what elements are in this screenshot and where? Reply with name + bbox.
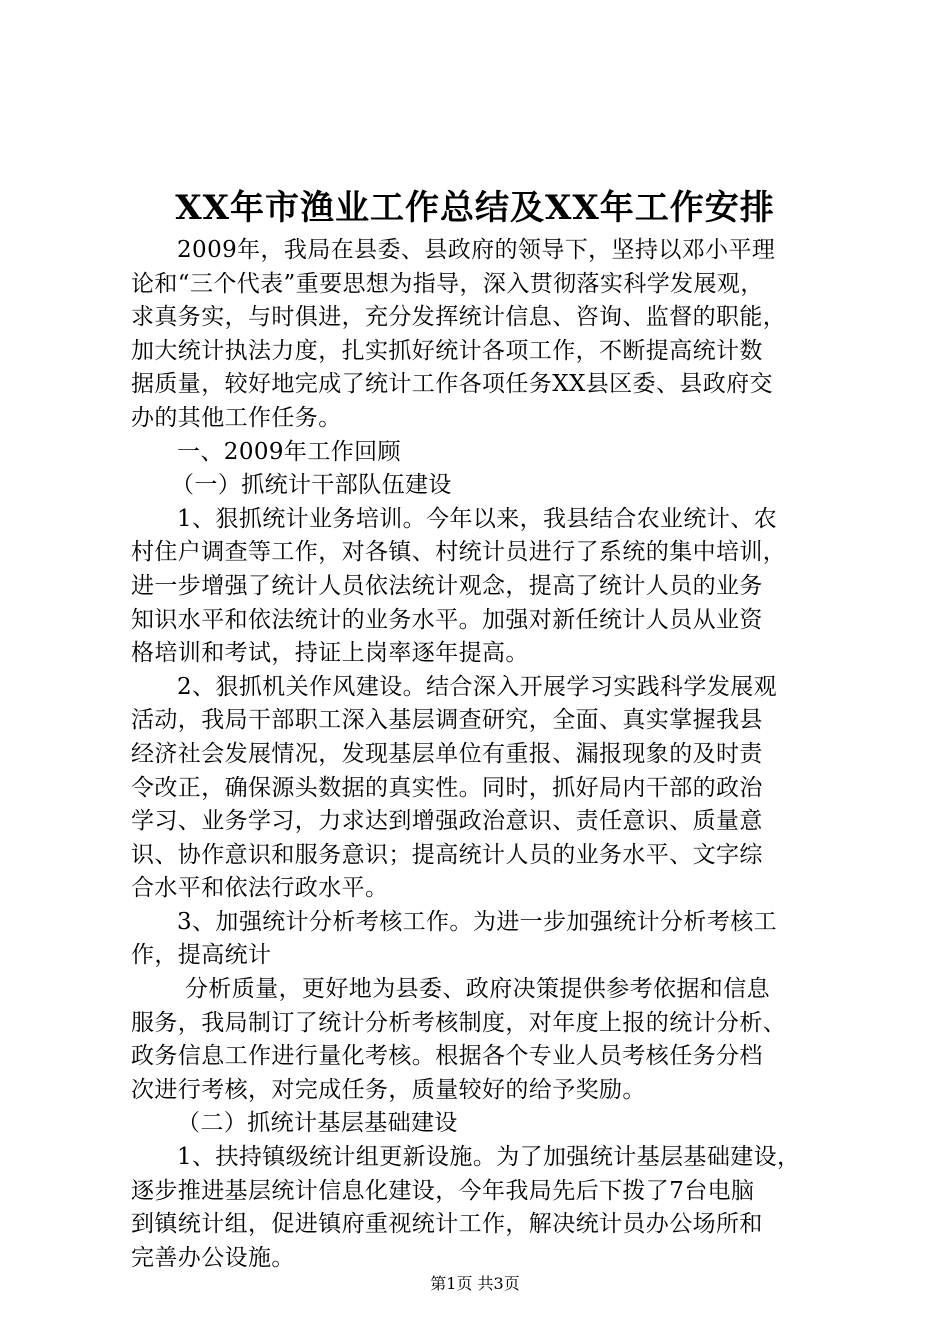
subsection-heading: （一）抓统计干部队伍建设 (171, 472, 452, 499)
paragraph-line: 格培训和考试，持证上岗率逐年提高。 (131, 640, 529, 667)
section-heading: 一、2009年工作回顾 (177, 438, 401, 465)
paragraph-line: 村住户调查等工作，对各镇、村统计员进行了系统的集中培训， (131, 539, 787, 566)
paragraph-line: 1、狠抓统计业务培训。今年以来，我县结合农业统计、农 (177, 505, 778, 532)
paragraph-line: 办的其他工作任务。 (131, 404, 342, 431)
paragraph-line: 到镇统计组，促进镇府重视统计工作，解决统计员办公场所和 (131, 1211, 763, 1238)
paragraph-line: 分析质量，更好地为县委、政府决策提供参考依据和信息 (185, 976, 770, 1003)
subsection-heading: （二）抓统计基层基础建设 (177, 1110, 458, 1137)
paragraph-line: 经济社会发展情况，发现基层单位有重报、漏报现象的及时责 (131, 740, 763, 767)
paragraph-line: 加大统计执法力度，扎实抓好统计各项工作，不断提高统计数 (131, 337, 763, 364)
paragraph-line: 2009年，我局在县委、县政府的领导下，坚持以邓小平理 (177, 237, 776, 263)
page-footer: 第1页 共3页 (430, 1274, 520, 1293)
paragraph-line: 学习、业务学习，力求达到增强政治意识、责任意识、质量意 (131, 808, 763, 835)
paragraph-line: 政务信息工作进行量化考核。根据各个专业人员考核任务分档 (131, 1043, 763, 1070)
paragraph-line: 识、协作意识和服务意识；提高统计人员的业务水平、文字综 (131, 841, 763, 868)
document-body (131, 234, 831, 1275)
paragraph-line: 逐步推进基层统计信息化建设，今年我局先后下拨了7台电脑 (131, 1177, 755, 1204)
paragraph-line: 据质量，较好地完成了统计工作各项任务XX县区委、县政府交 (131, 371, 773, 398)
paragraph-line: 合水平和依法行政水平。 (131, 875, 389, 902)
paragraph-line: 令改正，确保源头数据的真实性。同时，抓好局内干部的政治 (131, 774, 763, 801)
paragraph-line: 论和“三个代表”重要思想为指导，深入贯彻落实科学发展观， (131, 270, 764, 297)
paragraph-line: 完善办公设施。 (131, 1244, 295, 1271)
paragraph-line: 作，提高统计 (131, 942, 272, 969)
paragraph-line: 活动，我局干部职工深入基层调查研究，全面、真实掌握我县 (131, 707, 763, 734)
paragraph-line: 3、加强统计分析考核工作。为进一步加强统计分析考核工 (177, 908, 778, 935)
paragraph-line: 2、狠抓机关作风建设。结合深入开展学习实践科学发展观 (177, 673, 778, 700)
document-title: XX年市渔业工作总结及XX年工作安排 (175, 188, 775, 228)
paragraph-line: 1、扶持镇级统计组更新设施。为了加强统计基层基础建设， (177, 1144, 801, 1171)
paragraph-line: 知识水平和依法统计的业务水平。加强对新任统计人员从业资 (131, 606, 763, 633)
paragraph-line: 求真务实，与时俱进，充分发挥统计信息、咨询、监督的职能， (131, 304, 787, 331)
paragraph-line: 次进行考核，对完成任务，质量较好的给予奖励。 (131, 1076, 646, 1103)
paragraph-line: 进一步增强了统计人员依法统计观念，提高了统计人员的业务 (131, 572, 763, 599)
paragraph-line: 服务，我局制订了统计分析考核制度，对年度上报的统计分析、 (131, 1009, 787, 1036)
